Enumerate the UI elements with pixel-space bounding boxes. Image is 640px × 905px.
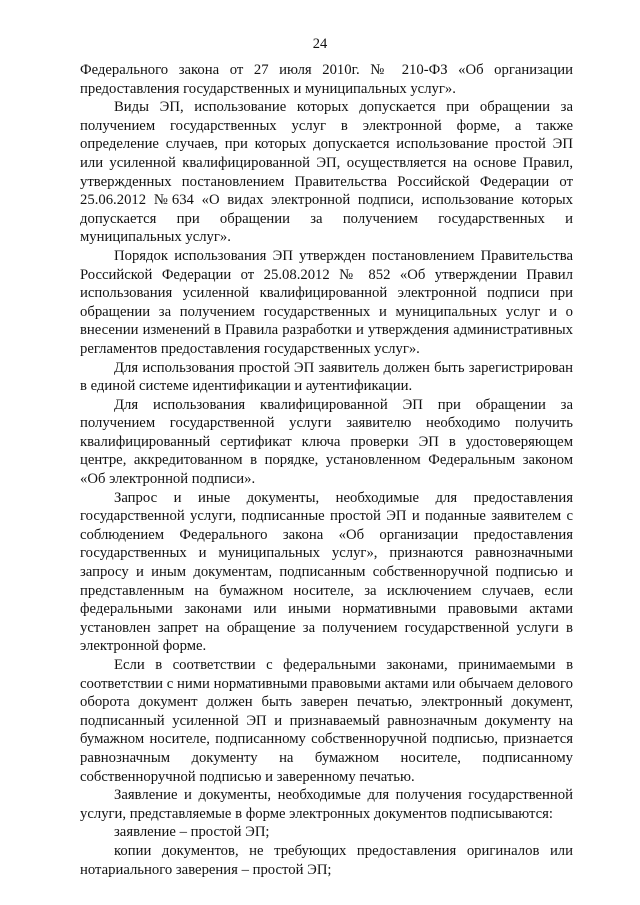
paragraph-simple-ep: Для использования простой ЭП заявитель должен быть зарегистрирован в единой системе идентификации и аутентификации.: [80, 359, 573, 395]
paragraph-request-documents: Запрос и иные документы, необходимые для предоставления государственной услуги, подписанные простой ЭП и поданные заявителем с соблюдением Федерального закона «Об организации предоставления государственных и муниципальных услуг», признаются равнозначными запросу и иным документам, подписанным собственноручной подписью и представленным на бумажном носителе, за исключением случаев, если федеральными законами или иными нормативными правовыми актами установлен запрет на обращение за получением государственной услуги в электронной форме.: [80, 489, 573, 655]
page-number: 24: [312, 36, 328, 52]
paragraph-ep-usage-order: Порядок использования ЭП утвержден постановлением Правительства Российской Федерации от 25.08.2012 № 852 «Об утверждении Правил использования усиленной квалифицированной электронной подписи при обращении за получением государственных и муниципальных услуг и о внесении изменений в Правила разработки и утверждения административных регламентов предоставления государственных услуг».: [80, 247, 573, 357]
list-item-application: заявление – простой ЭП;: [114, 824, 270, 841]
paragraph-continuation: Федерального закона от 27 июля 2010г. № 210-ФЗ «Об организации предоставления государственных и муниципальных услуг».: [80, 62, 573, 97]
paragraph-signing-intro: Заявление и документы, необходимые для получения государственной услуги, представляемые в форме электронных документов подписываются:: [80, 787, 573, 822]
paragraph-seal-equivalence: Если в соответствии с федеральными законами, принимаемыми в соответствии с ними нормативными правовыми актами или обычаем делового оборота документ должен быть заверен печатью, электронный документ, подписанный усиленной ЭП и признаваемый равнозначным документу на бумажном носителе, подписанному собственноручной подписью, признается равнозначным документу на бумажном носителе, подписанному собственноручной подписью и заверенному печатью.: [80, 657, 573, 785]
paragraph-ep-types: Виды ЭП, использование которых допускается при обращении за получением государственных услуг в электронной форме, а также определение случаев, при которых допускается использование простой ЭП или усиленной квалифицированной ЭП, осуществляется на основе Правил, утвержденных постановлением Правительства Российской Федерации от 25.06.2012 №634 «О видах электронной подписи, использование которых допускается при обращении за получением государственных и муниципальных услуг».: [80, 99, 573, 246]
list-item-document-copies: копии документов, не требующих предоставления оригиналов или нотариального заверения – простой ЭП;: [80, 842, 573, 878]
document-body: [80, 61, 573, 879]
paragraph-qualified-ep: Для использования квалифицированной ЭП при обращении за получением государственной услуги заявителю необходимо получить квалифицированный сертификат ключа проверки ЭП в удостоверяющем центре, аккредитованном в порядке, установленном Федеральным законом «Об электронной подписи».: [80, 396, 573, 488]
